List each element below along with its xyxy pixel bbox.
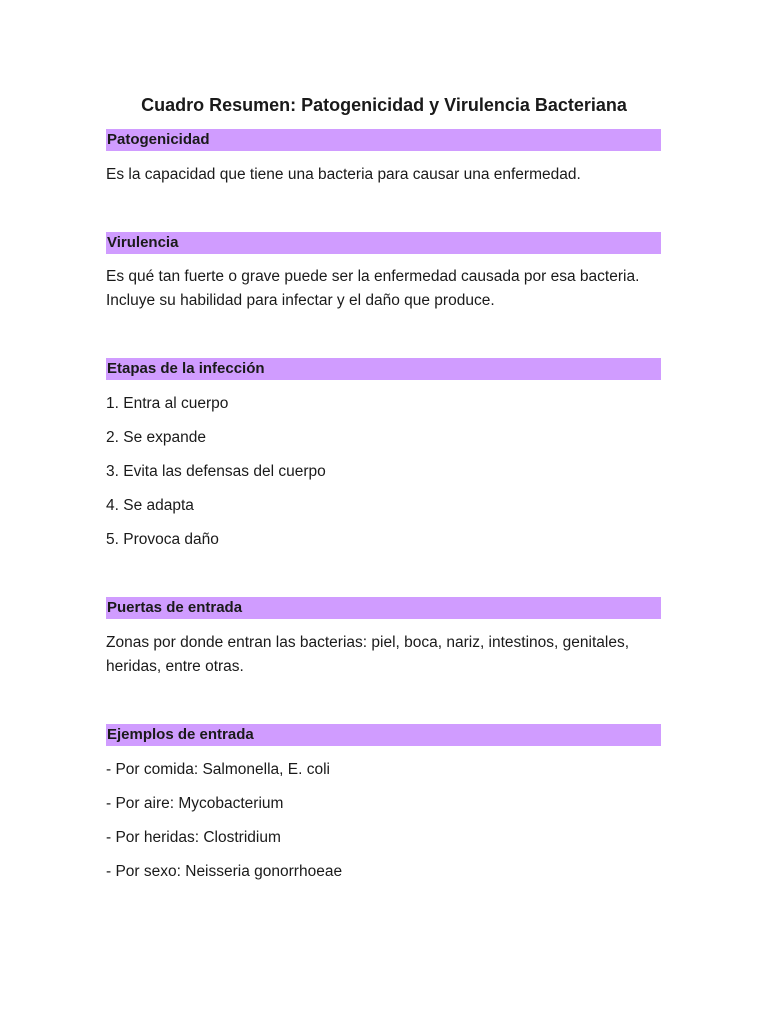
list-item: - Por aire: Mycobacterium xyxy=(106,795,284,812)
list-item: - Por comida: Salmonella, E. coli xyxy=(106,761,330,778)
list-item: - Por sexo: Neisseria gonorrhoeae xyxy=(106,863,343,880)
body-line: Es qué tan fuerte o grave puede ser la enfermedad causada por esa bacteria. xyxy=(106,268,640,285)
section-body-puertas xyxy=(106,631,666,679)
list-item: 4. Se adapta xyxy=(106,497,194,514)
section-heading-ejemplos: Ejemplos de entrada xyxy=(106,724,661,746)
list-item: 5. Provoca daño xyxy=(106,531,219,548)
section-heading-patogenicidad: Patogenicidad xyxy=(106,129,661,151)
list-item: 3. Evita las defensas del cuerpo xyxy=(106,463,326,480)
section-heading-virulencia: Virulencia xyxy=(106,232,661,254)
list-item: - Por heridas: Clostridium xyxy=(106,829,281,846)
body-line: Zonas por donde entran las bacterias: piel, boca, nariz, intestinos, genitales, xyxy=(106,634,630,651)
body-line: heridas, entre otras. xyxy=(106,658,244,675)
list-item: 2. Se expande xyxy=(106,429,206,446)
section-body-virulencia xyxy=(106,265,666,313)
section-heading-puertas: Puertas de entrada xyxy=(106,597,661,619)
body-line: Es la capacidad que tiene una bacteria para causar una enfermedad. xyxy=(106,166,581,183)
body-line: Incluye su habilidad para infectar y el daño que produce. xyxy=(106,292,495,309)
list-item: 1. Entra al cuerpo xyxy=(106,395,229,412)
section-heading-etapas: Etapas de la infección xyxy=(106,358,661,380)
document-title: Cuadro Resumen: Patogenicidad y Virulencia Bacteriana xyxy=(141,95,627,115)
section-body-patogenicidad xyxy=(106,163,666,187)
